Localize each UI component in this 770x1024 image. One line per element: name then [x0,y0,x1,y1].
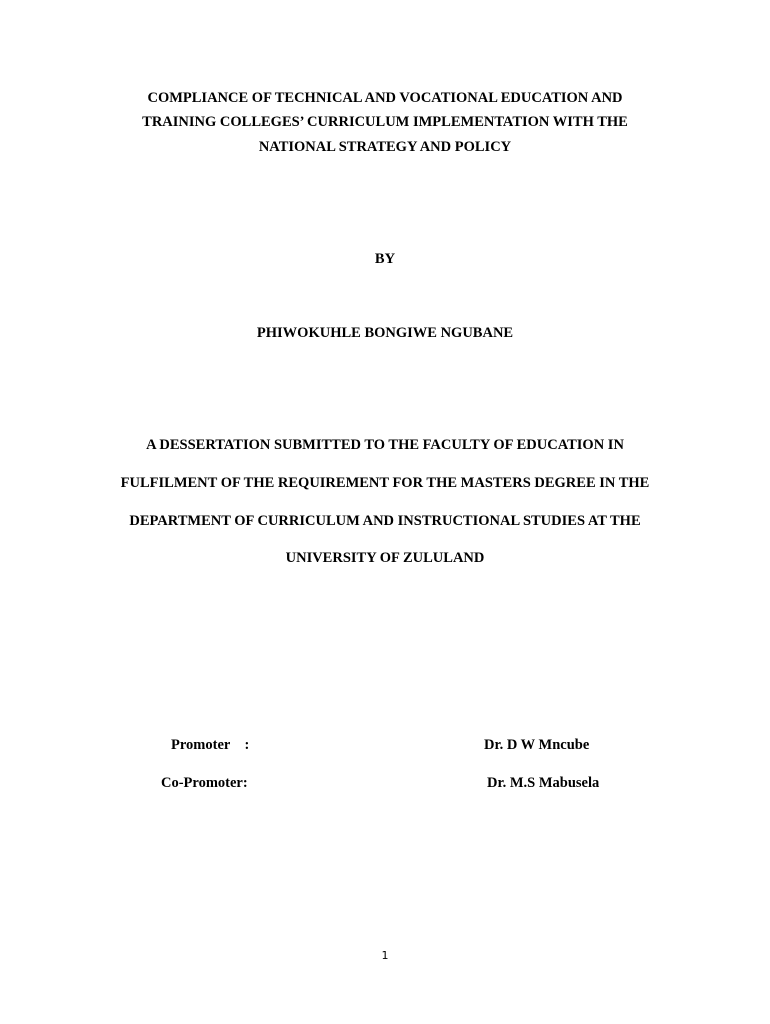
title-line-1: COMPLIANCE OF TECHNICAL AND VOCATIONAL EDUCATION AND [147,90,623,106]
by-label: BY [374,251,396,267]
copromoter-label: Co-Promoter: [161,775,248,791]
title-line-3: NATIONAL STRATEGY AND POLICY [258,139,512,155]
page-number: 1 [381,949,389,962]
copromoter-name: Dr. M.S Mabusela [487,775,600,791]
statement-line-2: FULFILMENT OF THE REQUIREMENT FOR THE MASTERS DEGREE IN THE [120,475,650,491]
statement-line-3: DEPARTMENT OF CURRICULUM AND INSTRUCTIONAL STUDIES AT THE [129,513,641,529]
statement-line-1: A DESSERTATION SUBMITTED TO THE FACULTY OF EDUCATION IN [146,437,624,453]
promoter-label: Promoter : [171,737,250,753]
promoter-name: Dr. D W Mncube [484,737,590,753]
author-name: PHIWOKUHLE BONGIWE NGUBANE [256,325,514,341]
title-line-2: TRAINING COLLEGES’ CURRICULUM IMPLEMENTATION WITH THE [142,114,628,130]
statement-line-4: UNIVERSITY OF ZULULAND [285,550,485,566]
